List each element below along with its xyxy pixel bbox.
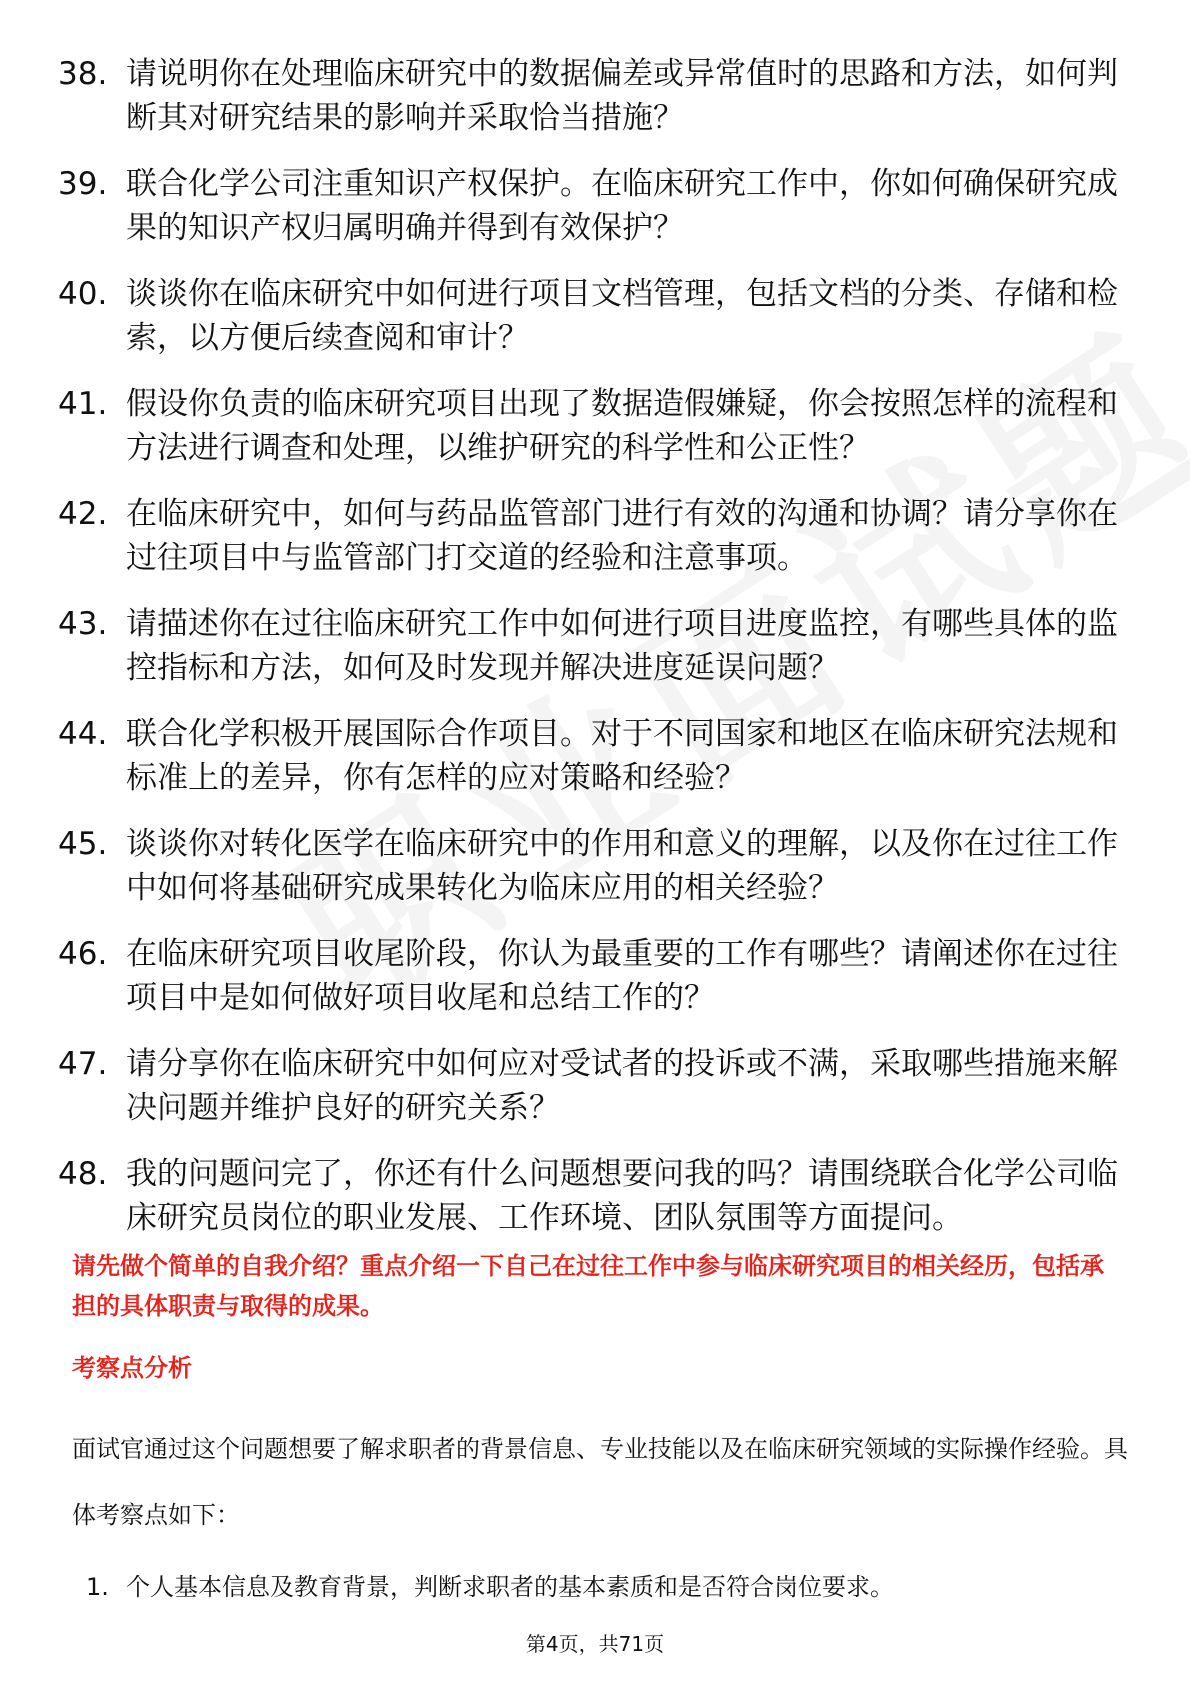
question-item [58, 162, 1138, 250]
question-text: 我的问题问完了，你还有什么问题想要问我的吗？请围绕联合化学公司临床研究员岗位的职业发展、工作环境、团队氛围等方面提问。 [126, 1156, 1118, 1236]
question-item [58, 52, 1138, 140]
question-item [58, 822, 1138, 910]
question-number: 38. [58, 56, 108, 92]
page-footer: 第4页，共71页 [525, 1632, 665, 1656]
question-text: 请说明你在处理临床研究中的数据偏差或异常值时的思路和方法，如何判断其对研究结果的影响并采取恰当措施？ [126, 56, 1118, 136]
question-number: 41. [58, 386, 108, 422]
question-number: 39. [58, 166, 108, 202]
question-number: 40. [58, 276, 108, 312]
point-text: 个人基本信息及教育背景，判断求职者的基本素质和是否符合岗位要求。 [126, 1573, 894, 1601]
point-number: 1. [86, 1573, 109, 1601]
assessment-point [86, 1567, 894, 1607]
question-item [58, 382, 1138, 470]
question-number: 44. [58, 716, 108, 752]
question-item [58, 1042, 1138, 1130]
question-text: 联合化学积极开展国际合作项目。对于不同国家和地区在临床研究法规和标准上的差异，你有怎样的应对策略和经验？ [126, 716, 1118, 796]
question-number: 47. [58, 1046, 108, 1082]
question-text: 联合化学公司注重知识产权保护。在临床研究工作中，你如何确保研究成果的知识产权归属明确并得到有效保护？ [126, 166, 1118, 246]
question-item [58, 272, 1138, 360]
question-item [58, 602, 1138, 690]
question-number: 46. [58, 936, 108, 972]
question-item [58, 712, 1138, 800]
question-text: 请描述你在过往临床研究工作中如何进行项目进度监控，有哪些具体的监控指标和方法，如何及时发现并解决进度延误问题？ [126, 606, 1118, 686]
question-number: 45. [58, 826, 108, 862]
assessment-point-list [86, 1567, 894, 1607]
question-number: 48. [58, 1156, 108, 1192]
question-item [58, 492, 1138, 580]
question-item [58, 932, 1138, 1020]
highlighted-question: 请先做个简单的自我介绍？重点介绍一下自己在过往工作中参与临床研究项目的相关经历，包括承担的具体职责与取得的成果。 [72, 1252, 1104, 1320]
section-heading: 考察点分析 [72, 1354, 192, 1382]
question-text: 谈谈你对转化医学在临床研究中的作用和意义的理解，以及你在过往工作中如何将基础研究成果转化为临床应用的相关经验？ [126, 826, 1118, 906]
question-item [58, 1152, 1138, 1240]
analysis-paragraph: 面试官通过这个问题想要了解求职者的背景信息、专业技能以及在临床研究领域的实际操作经验。具体考察点如下： [72, 1435, 1128, 1529]
question-text: 在临床研究中，如何与药品监管部门进行有效的沟通和协调？请分享你在过往项目中与监管部门打交道的经验和注意事项。 [126, 496, 1118, 576]
question-list [58, 52, 1138, 1262]
question-text: 在临床研究项目收尾阶段，你认为最重要的工作有哪些？请阐述你在过往项目中是如何做好项目收尾和总结工作的？ [126, 936, 1118, 1016]
question-text: 假设你负责的临床研究项目出现了数据造假嫌疑，你会按照怎样的流程和方法进行调查和处理，以维护研究的科学性和公正性？ [126, 386, 1118, 466]
question-text: 请分享你在临床研究中如何应对受试者的投诉或不满，采取哪些措施来解决问题并维护良好的研究关系？ [126, 1046, 1118, 1126]
question-number: 42. [58, 496, 108, 532]
question-text: 谈谈你在临床研究中如何进行项目文档管理，包括文档的分类、存储和检索，以方便后续查阅和审计？ [126, 276, 1118, 356]
question-number: 43. [58, 606, 108, 642]
